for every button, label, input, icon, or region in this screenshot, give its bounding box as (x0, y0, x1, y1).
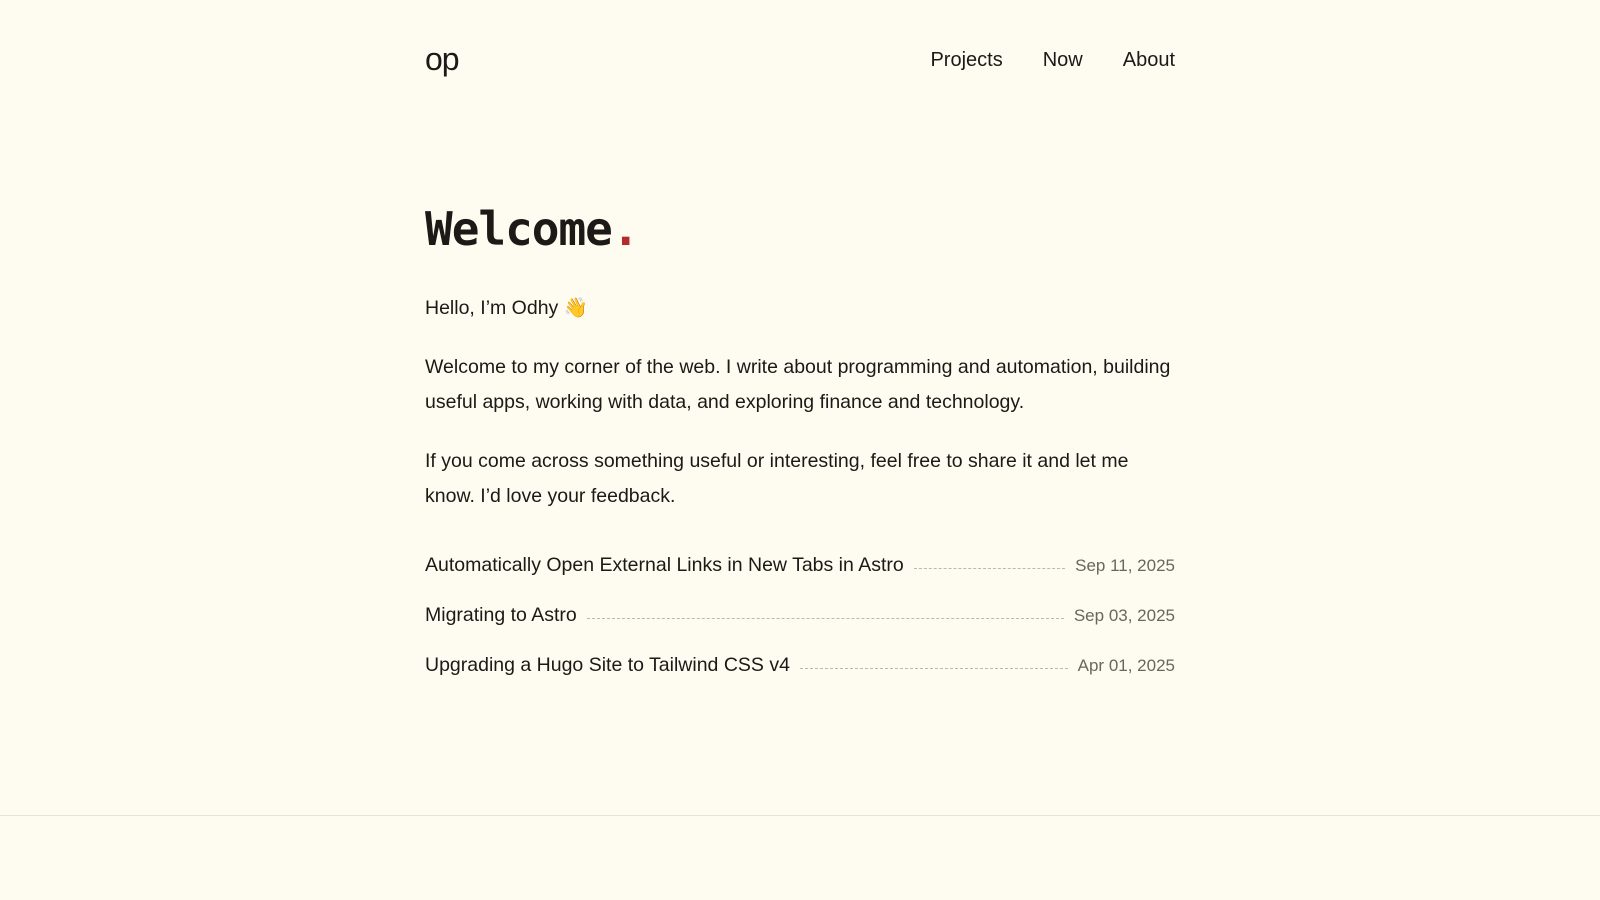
post-list (425, 554, 1175, 704)
post-item (425, 554, 1175, 604)
page-title (425, 199, 1175, 259)
page-container (425, 0, 1175, 704)
post-date: Apr 01, 2025 (1077, 656, 1175, 675)
greeting: Hello, I’m Odhy 👋 (425, 297, 588, 319)
post-date: Sep 11, 2025 (1075, 556, 1175, 575)
site-header (425, 0, 1175, 120)
dotted-leader (587, 618, 1064, 619)
footer-divider (0, 815, 1600, 816)
page-title-dot: . (611, 202, 639, 256)
main-content (425, 199, 1175, 704)
post-link[interactable]: Upgrading a Hugo Site to Tailwind CSS v4 (425, 654, 790, 676)
intro-paragraph: Welcome to my corner of the web. I write about programming and automation, building useful apps, working with data, and exploring finance and technology. (425, 356, 1171, 413)
nav-now[interactable]: Now (1042, 48, 1083, 71)
nav-projects[interactable]: Projects (930, 48, 1003, 71)
dotted-leader (800, 668, 1068, 669)
post-link[interactable]: Migrating to Astro (425, 604, 577, 626)
main-nav (930, 49, 1175, 72)
post-item (425, 654, 1175, 704)
post-link[interactable]: Automatically Open External Links in New Tabs in Astro (425, 554, 904, 576)
dotted-leader (914, 568, 1065, 569)
post-date: Sep 03, 2025 (1073, 606, 1175, 625)
post-item (425, 604, 1175, 654)
feedback-paragraph: If you come across something useful or interesting, feel free to share it and let me know. I’d love your feedback. (425, 450, 1129, 507)
site-logo[interactable]: op (425, 40, 459, 77)
page-title-text: Welcome (425, 202, 612, 256)
nav-about[interactable]: About (1122, 48, 1175, 71)
